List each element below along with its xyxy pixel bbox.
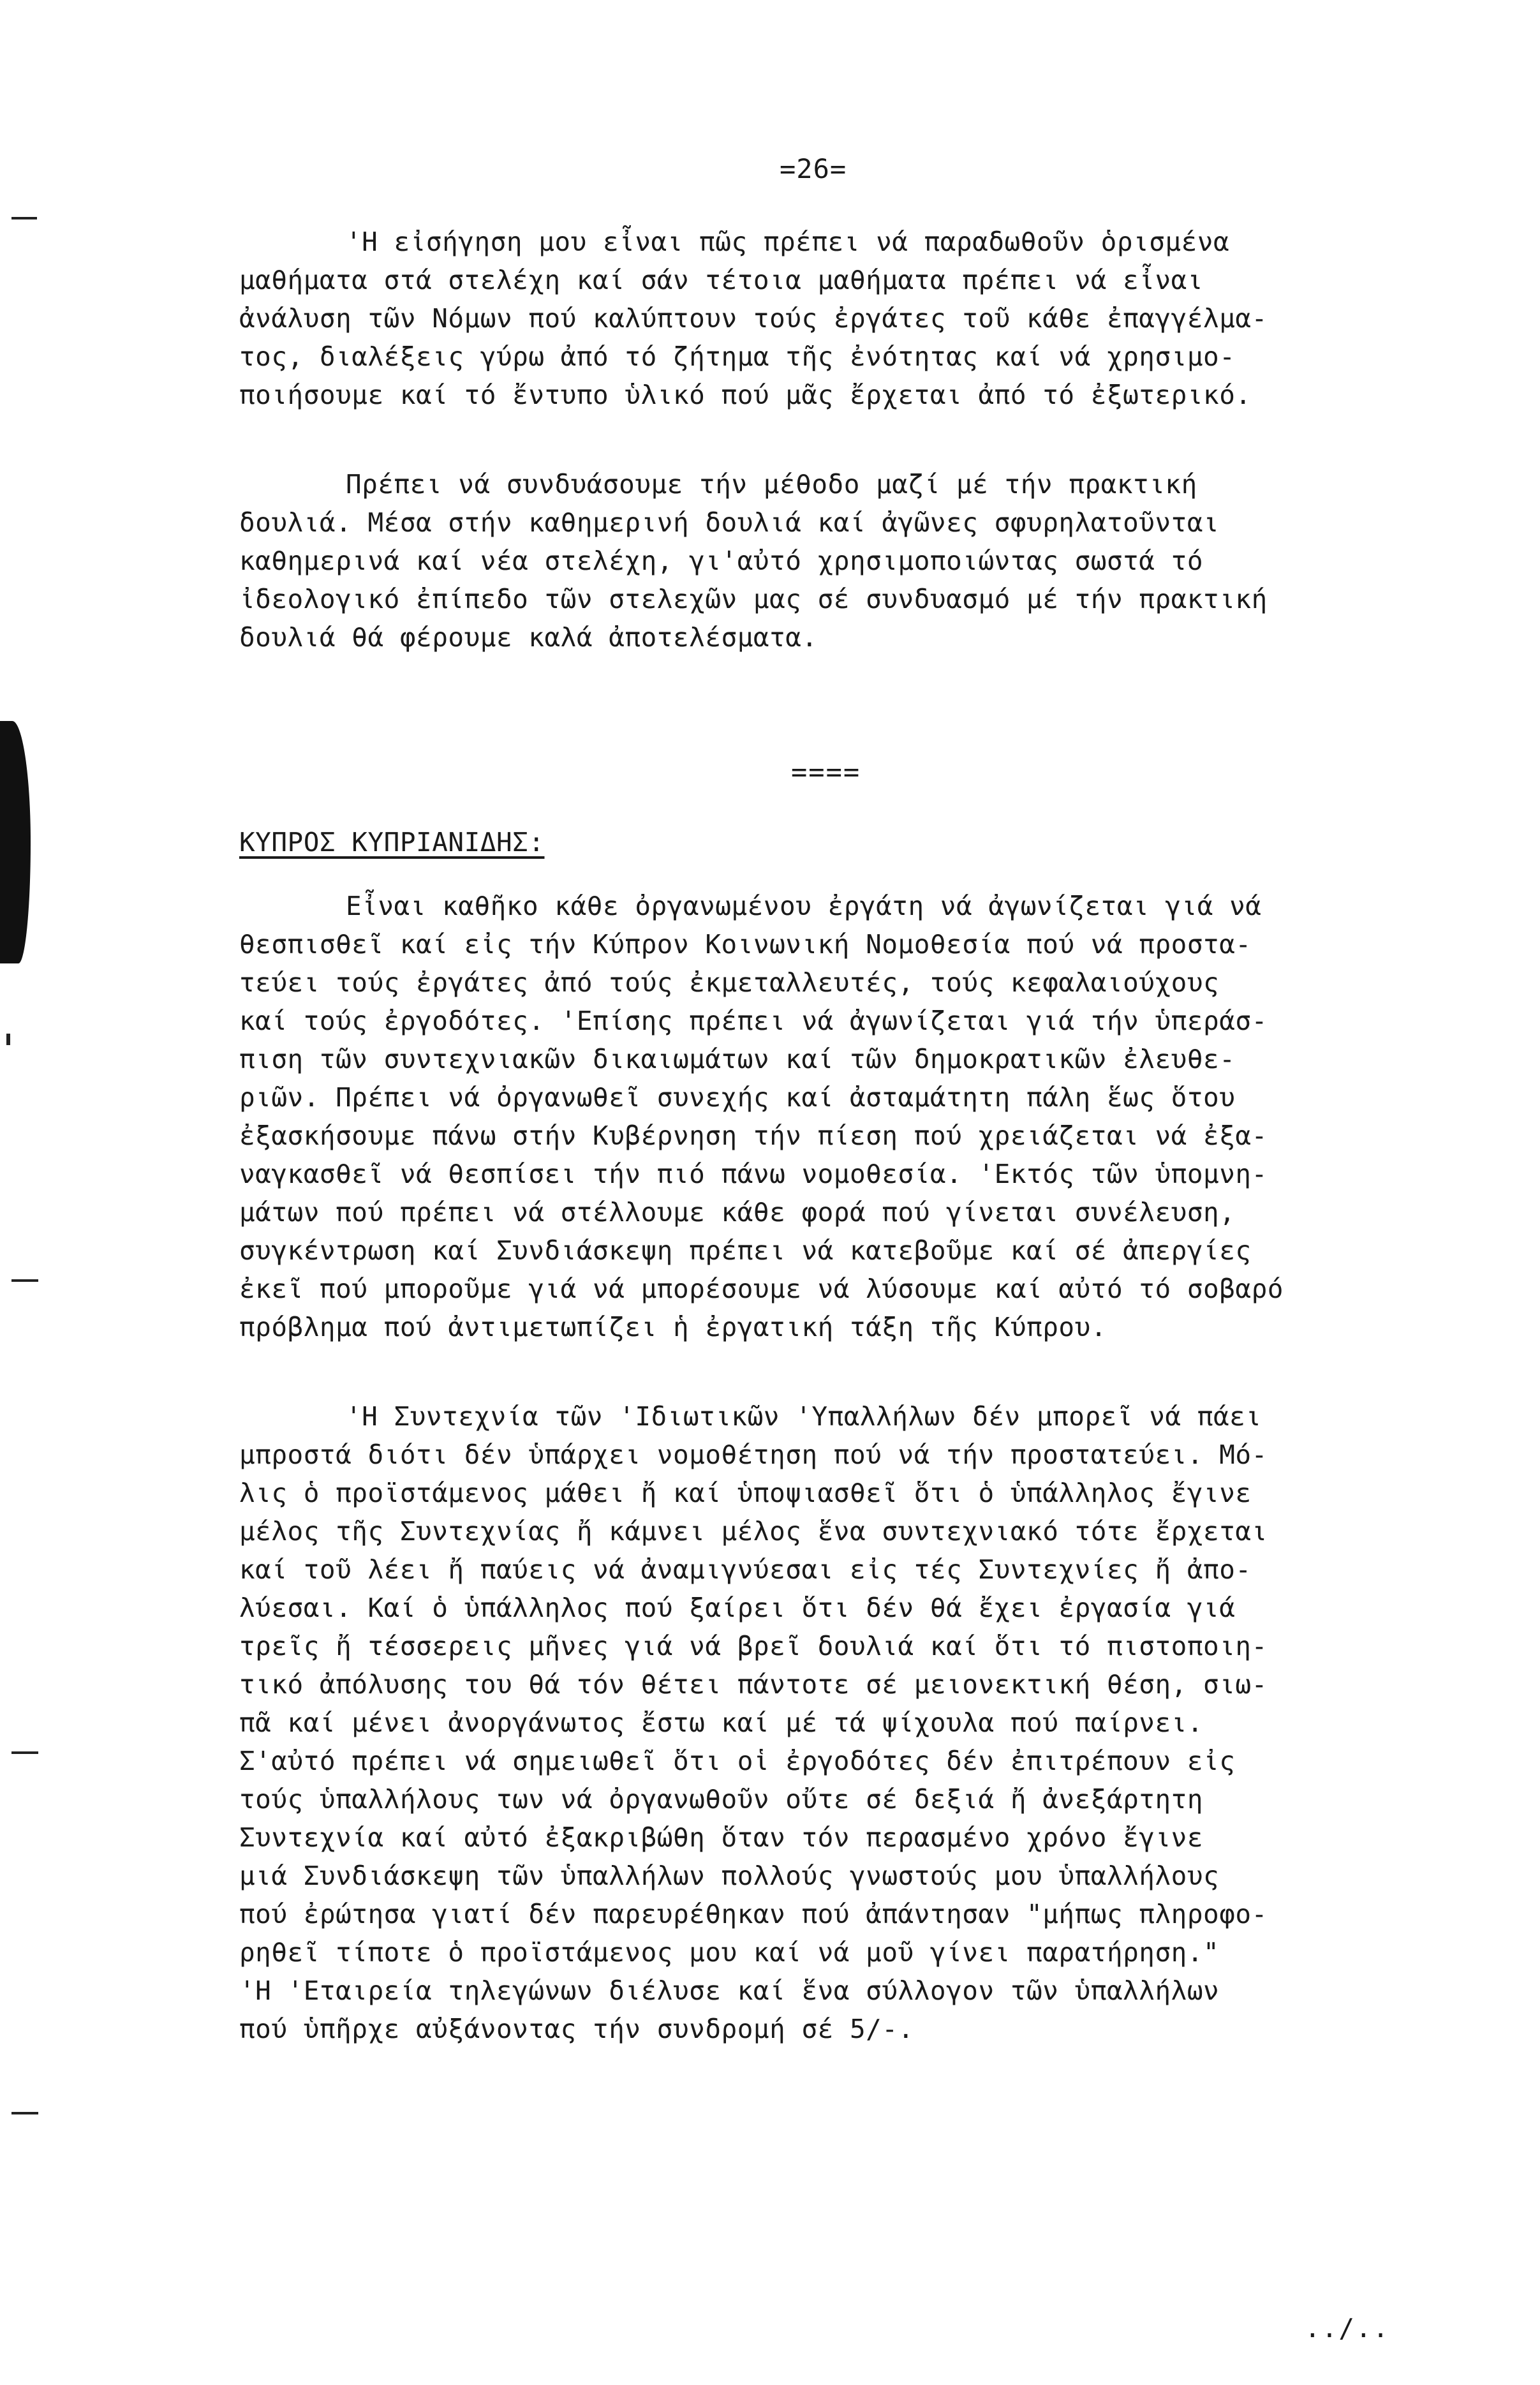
paragraph-3-line: μάτων πού πρέπει νά στέλλουμε κάθε φορά πού γίνεται συνέλευση, [239, 1197, 1236, 1228]
paragraph-3-line: καί τούς ἐργοδότες. 'Επίσης πρέπει νά ἀγωνίζεται γιά τήν ὑπεράσ- [239, 1006, 1268, 1036]
paragraph-4-line: 'Η Συντεχνία τῶν 'Ιδιωτικῶν 'Υπαλλήλων δέν μπορεῖ νά πάει [346, 1401, 1262, 1432]
paragraph-4-line: τρεῖς ἤ τέσσερεις μῆνες γιά νά βρεῖ δουλιά καί ὅτι τό πιστοποιη- [239, 1631, 1268, 1661]
paragraph-3-line: πρόβλημα πού ἀντιμετωπίζει ἡ ἐργατική τάξη τῆς Κύπρου. [239, 1312, 1107, 1342]
paragraph-2-line: καθημερινά καί νέα στελέχη, γι'αὐτό χρησιμοποιώντας σωστά τό [239, 546, 1204, 576]
paragraph-3-line: Εἶναι καθῆκο κάθε ὀργανωμένου ἐργάτη νά ἀγωνίζεται γιά νά [346, 891, 1262, 921]
section-separator: ==== [791, 756, 861, 787]
paragraph-3-line: πιση τῶν συντεχνιακῶν δικαιωμάτων καί τῶν δημοκρατικῶν ἐλευθε- [239, 1044, 1236, 1074]
paragraph-4-line: μέλος τῆς Συντεχνίας ἤ κάμνει μέλος ἕνα συντεχνιακό τότε ἔρχεται [239, 1516, 1268, 1547]
paragraph-2-line: δουλιά. Μέσα στήν καθημερινή δουλιά καί ἀγῶνες σφυρηλατοῦνται [239, 507, 1220, 538]
paragraph-4-line: τούς ὑπαλλήλους των νά ὀργανωθοῦν οὔτε σέ δεξιά ἤ ἀνεξάρτητη [239, 1784, 1204, 1815]
paragraph-4-line: μιά Συνδιάσκεψη τῶν ὑπαλλήλων πολλούς γνωστούς μου ὑπαλλήλους [239, 1861, 1220, 1891]
paragraph-1-line: 'Η εἰσήγηση μου εἶναι πῶς πρέπει νά παραδωθοῦν ὁρισμένα [346, 227, 1230, 257]
paragraph-3-line: συγκέντρωση καί Συνδιάσκεψη πρέπει νά κατεβοῦμε καί σέ ἀπεργίες [239, 1235, 1252, 1266]
paragraph-4-line: καί τοῦ λέει ἤ παύεις νά ἀναμιγνύεσαι εἰς τές Συντεχνίες ἤ ἀπο- [239, 1554, 1252, 1585]
paragraph-1-line: τος, διαλέξεις γύρω ἀπό τό ζήτημα τῆς ἐνότητας καί νά χρησιμο- [239, 341, 1236, 372]
continuation-mark: ../.. [1305, 2313, 1390, 2344]
hole-punch-mark [11, 2112, 38, 2114]
paragraph-1-line: μαθήματα στά στελέχη καί σάν τέτοια μαθήματα πρέπει νά εἶναι [239, 265, 1204, 295]
paragraph-4-line: 'Η 'Εταιρεία τηλεγώνων διέλυσε καί ἕνα σύλλογον τῶν ὑπαλλήλων [239, 1975, 1220, 2006]
hole-punch-mark [11, 1751, 38, 1754]
paragraph-4-line: μπροστά διότι δέν ὑπάρχει νομοθέτηση πού νά τήν προστατεύει. Μό- [239, 1439, 1268, 1470]
paragraph-2-line: δουλιά θά φέρουμε καλά ἀποτελέσματα. [239, 622, 818, 653]
paragraph-4-line: πού ὑπῆρχε αὐξάνοντας τήν συνδρομή σέ 5/-. [239, 2014, 914, 2044]
paragraph-4-line: πᾶ καί μένει ἀνοργάνωτος ἔστω καί μέ τά ψίχουλα πού παίρνει. [239, 1707, 1204, 1738]
speaker-heading: ΚΥΠΡΟΣ ΚΥΠΡΙΑΝΙΔΗΣ: [239, 827, 545, 858]
margin-tick [6, 1034, 10, 1045]
paragraph-4-line: Σ'αὐτό πρέπει νά σημειωθεῖ ὅτι οἱ ἐργοδότες δέν ἐπιτρέπουν εἰς [239, 1746, 1236, 1776]
paragraph-3-line: τεύει τούς ἐργάτες ἀπό τούς ἐκμεταλλευτές, τούς κεφαλαιούχους [239, 967, 1220, 998]
paragraph-3-line: ριῶν. Πρέπει νά ὀργανωθεῖ συνεχής καί ἀσταμάτητη πάλη ἕως ὅτου [239, 1082, 1236, 1113]
hole-punch-mark [11, 217, 37, 219]
hole-punch-mark [11, 1279, 38, 1282]
paragraph-3-line: ἐξασκήσουμε πάνω στήν Κυβέρνηση τήν πίεση πού χρειάζεται νά ἐξα- [239, 1120, 1268, 1151]
paragraph-2-line: Πρέπει νά συνδυάσουμε τήν μέθοδο μαζί μέ τήν πρακτική [346, 469, 1197, 500]
paragraph-4-line: ρηθεῖ τίποτε ὁ προϊστάμενος μου καί νά μοῦ γίνει παρατήρηση." [239, 1937, 1220, 1968]
paragraph-3-line: θεσπισθεῖ καί εἰς τήν Κύπρον Κοινωνική Νομοθεσία πού νά προστα- [239, 929, 1252, 960]
paragraph-4-line: λις ὁ προϊστάμενος μάθει ἤ καί ὑποψιασθεῖ ὅτι ὁ ὑπάλληλος ἔγινε [239, 1478, 1252, 1508]
paragraph-2-line: ἰδεολογικό ἐπίπεδο τῶν στελεχῶν μας σέ συνδυασμό μέ τήν πρακτική [239, 584, 1268, 614]
paragraph-4-line: λύεσαι. Καί ὁ ὑπάλληλος πού ξαίρει ὅτι δέν θά ἔχει ἐργασία γιά [239, 1593, 1236, 1623]
paragraph-1-line: ποιήσουμε καί τό ἔντυπο ὑλικό πού μᾶς ἔρχεται ἀπό τό ἐξωτερικό. [239, 380, 1252, 410]
page-number: =26= [780, 153, 847, 184]
paragraph-4-line: Συντεχνία καί αὐτό ἐξακριβώθη ὅταν τόν περασμένο χρόνο ἔγινε [239, 1822, 1204, 1853]
paragraph-4-line: τικό ἀπόλυσης του θά τόν θέτει πάντοτε σέ μειονεκτική θέση, σιω- [239, 1669, 1268, 1700]
scan-blot [0, 721, 31, 963]
paragraph-4-line: πού ἐρώτησα γιατί δέν παρευρέθηκαν πού ἀπάντησαν "μήπως πληροφο- [239, 1899, 1268, 1929]
paragraph-3-line: ἐκεῖ πού μποροῦμε γιά νά μπορέσουμε νά λύσουμε καί αὐτό τό σοβαρό [239, 1274, 1284, 1304]
paragraph-1-line: ἀνάλυση τῶν Νόμων πού καλύπτουν τούς ἐργάτες τοῦ κάθε ἐπαγγέλμα- [239, 303, 1268, 334]
paragraph-3-line: ναγκασθεῖ νά θεσπίσει τήν πιό πάνω νομοθεσία. 'Εκτός τῶν ὑπομνη- [239, 1159, 1268, 1189]
